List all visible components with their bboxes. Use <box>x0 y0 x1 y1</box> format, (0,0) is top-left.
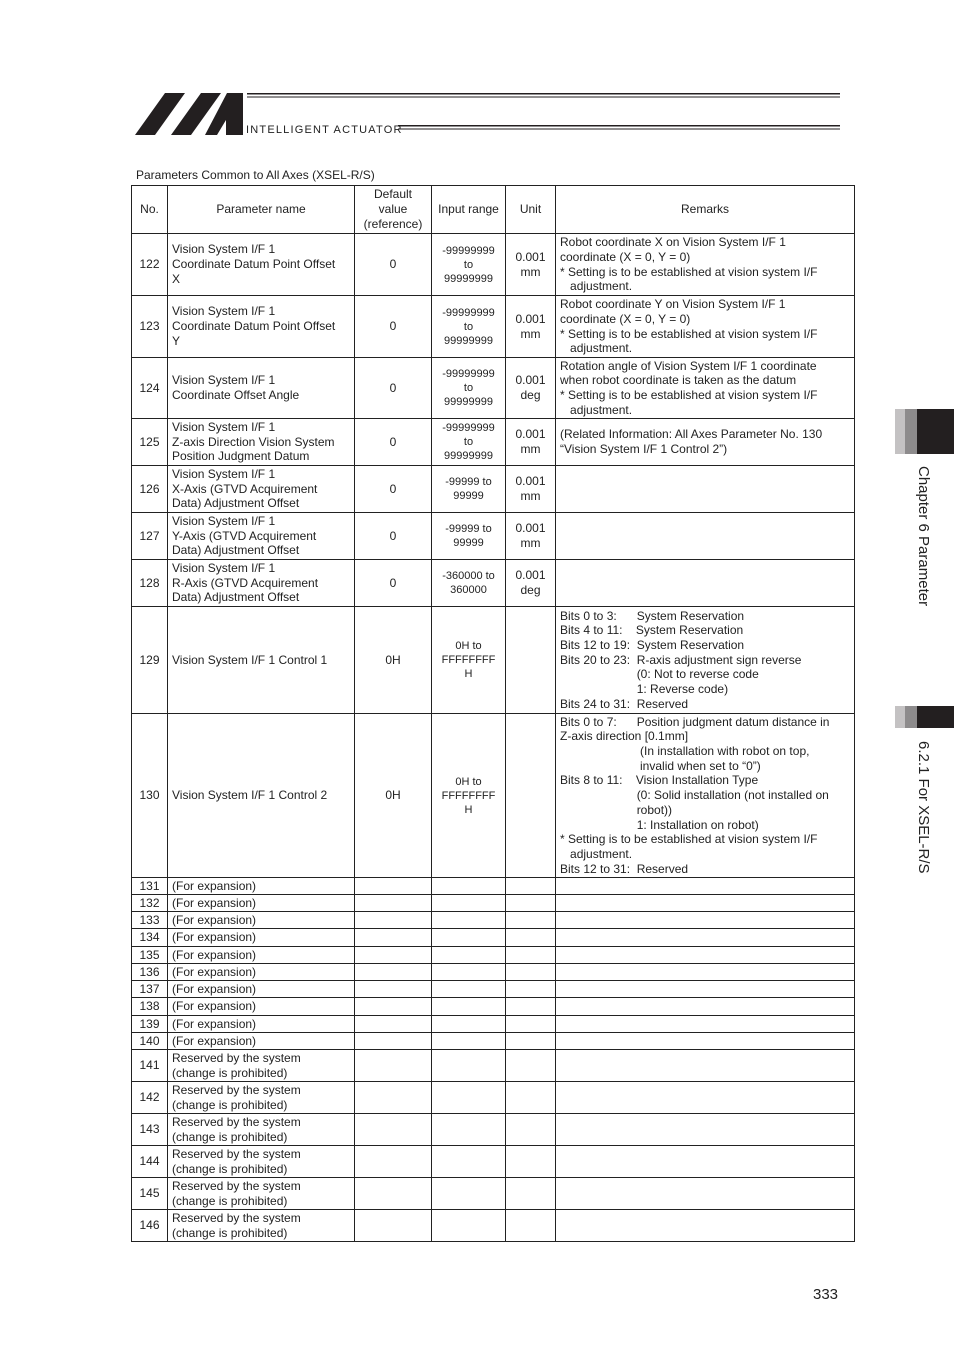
table-row <box>132 981 855 998</box>
table-row <box>132 513 855 560</box>
col-header-no: No. <box>132 186 168 234</box>
cell-unit <box>506 929 556 947</box>
cell-no: 134 <box>132 929 168 947</box>
parameter-table <box>131 185 855 1242</box>
cell-input-range: 0H to FFFFFFFF H <box>432 607 506 714</box>
chapter-tab-dark <box>917 409 954 454</box>
cell-input-range <box>432 895 506 912</box>
chapter-tab-light <box>895 409 905 454</box>
cell-default-value: 0H <box>355 714 432 878</box>
cell-no: 145 <box>132 1178 168 1210</box>
cell-remarks <box>556 929 855 947</box>
cell-input-range: -99999 to 99999 <box>432 466 506 513</box>
section-tab-dark <box>917 706 954 728</box>
table-row <box>132 929 855 947</box>
cell-default-value: 0 <box>355 234 432 296</box>
cell-unit <box>506 1178 556 1210</box>
cell-default-value <box>355 1016 432 1033</box>
cell-unit <box>506 981 556 998</box>
col-header-remarks: Remarks <box>556 186 855 234</box>
cell-default-value <box>355 1033 432 1050</box>
section-tab-light <box>895 706 905 728</box>
cell-no: 137 <box>132 981 168 998</box>
col-header-name: Parameter name <box>168 186 355 234</box>
cell-no: 124 <box>132 358 168 419</box>
cell-remarks <box>556 513 855 560</box>
cell-input-range <box>432 947 506 964</box>
cell-parameter-name: Vision System I/F 1 Coordinate Datum Point Offset Y <box>168 296 355 358</box>
cell-unit: 0.001 deg <box>506 560 556 607</box>
table-row <box>132 234 855 296</box>
cell-parameter-name: Reserved by the system (change is prohibited) <box>168 1082 355 1114</box>
table-row <box>132 296 855 358</box>
cell-default-value: 0H <box>355 607 432 714</box>
cell-parameter-name: (For expansion) <box>168 929 355 947</box>
cell-remarks <box>556 878 855 895</box>
cell-default-value: 0 <box>355 513 432 560</box>
cell-no: 133 <box>132 912 168 929</box>
col-header-range: Input range <box>432 186 506 234</box>
cell-remarks: Bits 0 to 3: System Reservation Bits 4 to 11: System Reservation Bits 12 to 19: System Reservation Bits 20 to 23: R-axis adjustment sign reverse (0: Not to reverse code 1: Reverse code) Bits 24 to 31: Reserved <box>556 607 855 714</box>
col-header-unit: Unit <box>506 186 556 234</box>
cell-default-value: 0 <box>355 358 432 419</box>
cell-parameter-name: Vision System I/F 1 X-Axis (GTVD Acquirement Data) Adjustment Offset <box>168 466 355 513</box>
cell-unit: 0.001 mm <box>506 234 556 296</box>
cell-parameter-name: Vision System I/F 1 Y-Axis (GTVD Acquirement Data) Adjustment Offset <box>168 513 355 560</box>
cell-no: 146 <box>132 1210 168 1242</box>
cell-remarks <box>556 998 855 1016</box>
cell-no: 130 <box>132 714 168 878</box>
cell-parameter-name: (For expansion) <box>168 998 355 1016</box>
table-row <box>132 419 855 466</box>
cell-default-value <box>355 964 432 981</box>
table-row <box>132 358 855 419</box>
cell-default-value <box>355 1050 432 1082</box>
cell-parameter-name: (For expansion) <box>168 947 355 964</box>
cell-unit <box>506 1210 556 1242</box>
cell-default-value <box>355 1178 432 1210</box>
table-row <box>132 1178 855 1210</box>
table-row <box>132 912 855 929</box>
cell-input-range <box>432 1178 506 1210</box>
table-row <box>132 560 855 607</box>
cell-parameter-name: Reserved by the system (change is prohibited) <box>168 1146 355 1178</box>
cell-no: 144 <box>132 1146 168 1178</box>
cell-parameter-name: Vision System I/F 1 Control 2 <box>168 714 355 878</box>
cell-unit <box>506 964 556 981</box>
cell-remarks <box>556 1050 855 1082</box>
cell-input-range <box>432 1082 506 1114</box>
cell-unit: 0.001 deg <box>506 358 556 419</box>
cell-unit <box>506 1016 556 1033</box>
cell-unit <box>506 1082 556 1114</box>
cell-parameter-name: Vision System I/F 1 Coordinate Datum Point Offset X <box>168 234 355 296</box>
cell-unit: 0.001 mm <box>506 296 556 358</box>
table-row <box>132 466 855 513</box>
cell-remarks <box>556 1178 855 1210</box>
cell-unit <box>506 1050 556 1082</box>
cell-remarks <box>556 981 855 998</box>
cell-unit <box>506 998 556 1016</box>
cell-default-value <box>355 1210 432 1242</box>
table-row <box>132 1016 855 1033</box>
cell-no: 128 <box>132 560 168 607</box>
cell-unit <box>506 878 556 895</box>
table-row <box>132 947 855 964</box>
cell-default-value <box>355 912 432 929</box>
cell-no: 132 <box>132 895 168 912</box>
table-row <box>132 1082 855 1114</box>
cell-remarks <box>556 1114 855 1146</box>
cell-input-range: -99999999 to 99999999 <box>432 358 506 419</box>
cell-parameter-name: (For expansion) <box>168 878 355 895</box>
cell-default-value <box>355 1146 432 1178</box>
cell-default-value <box>355 895 432 912</box>
table-row <box>132 714 855 878</box>
col-header-default: Default value (reference) <box>355 186 432 234</box>
cell-default-value <box>355 878 432 895</box>
cell-no: 140 <box>132 1033 168 1050</box>
table-row <box>132 998 855 1016</box>
cell-remarks <box>556 1210 855 1242</box>
cell-input-range <box>432 929 506 947</box>
cell-input-range: -99999 to 99999 <box>432 513 506 560</box>
cell-parameter-name: Reserved by the system (change is prohibited) <box>168 1210 355 1242</box>
cell-default-value <box>355 981 432 998</box>
cell-default-value: 0 <box>355 560 432 607</box>
cell-parameter-name: (For expansion) <box>168 981 355 998</box>
company-logo <box>135 90 840 138</box>
cell-remarks <box>556 466 855 513</box>
cell-unit <box>506 1146 556 1178</box>
table-row <box>132 1210 855 1242</box>
cell-unit <box>506 714 556 878</box>
cell-no: 143 <box>132 1114 168 1146</box>
cell-input-range: -99999999 to 99999999 <box>432 234 506 296</box>
section-tab-grey <box>905 706 917 728</box>
cell-remarks <box>556 560 855 607</box>
cell-remarks: Robot coordinate Y on Vision System I/F 1 coordinate (X = 0, Y = 0) * Setting is to be established at vision system I/F adjustment. <box>556 296 855 358</box>
cell-default-value <box>355 1114 432 1146</box>
cell-parameter-name: Vision System I/F 1 Z-axis Direction Vision System Position Judgment Datum <box>168 419 355 466</box>
cell-input-range: -99999999 to 99999999 <box>432 419 506 466</box>
cell-input-range <box>432 1016 506 1033</box>
cell-default-value <box>355 1082 432 1114</box>
table-row <box>132 964 855 981</box>
table-row <box>132 1114 855 1146</box>
cell-unit <box>506 1033 556 1050</box>
cell-input-range <box>432 1210 506 1242</box>
table-row <box>132 878 855 895</box>
cell-no: 142 <box>132 1082 168 1114</box>
cell-parameter-name: Reserved by the system (change is prohibited) <box>168 1178 355 1210</box>
cell-parameter-name: Vision System I/F 1 Control 1 <box>168 607 355 714</box>
cell-remarks <box>556 912 855 929</box>
cell-input-range: -99999999 to 99999999 <box>432 296 506 358</box>
cell-no: 127 <box>132 513 168 560</box>
cell-no: 139 <box>132 1016 168 1033</box>
cell-input-range <box>432 912 506 929</box>
cell-remarks <box>556 947 855 964</box>
cell-input-range <box>432 981 506 998</box>
chapter-tab-grey <box>905 409 917 454</box>
cell-remarks <box>556 895 855 912</box>
cell-default-value <box>355 947 432 964</box>
cell-no: 138 <box>132 998 168 1016</box>
table-caption: Parameters Common to All Axes (XSEL-R/S) <box>136 168 375 182</box>
cell-no: 129 <box>132 607 168 714</box>
cell-parameter-name: Reserved by the system (change is prohibited) <box>168 1114 355 1146</box>
cell-unit <box>506 607 556 714</box>
cell-remarks <box>556 1146 855 1178</box>
table-row <box>132 1033 855 1050</box>
table-row <box>132 1050 855 1082</box>
cell-no: 123 <box>132 296 168 358</box>
cell-default-value <box>355 929 432 947</box>
cell-input-range: 0H to FFFFFFFF H <box>432 714 506 878</box>
cell-default-value: 0 <box>355 419 432 466</box>
table-body <box>132 234 855 1242</box>
cell-input-range: -360000 to 360000 <box>432 560 506 607</box>
cell-unit: 0.001 mm <box>506 466 556 513</box>
section-label: 6.2.1 For XSEL-R/S <box>915 741 932 874</box>
cell-unit <box>506 1114 556 1146</box>
cell-default-value: 0 <box>355 296 432 358</box>
cell-remarks <box>556 1082 855 1114</box>
cell-input-range <box>432 998 506 1016</box>
cell-remarks <box>556 1033 855 1050</box>
cell-remarks: (Related Information: All Axes Parameter No. 130 “Vision System I/F 1 Control 2”) <box>556 419 855 466</box>
table-row <box>132 607 855 714</box>
cell-parameter-name: Vision System I/F 1 R-Axis (GTVD Acquirement Data) Adjustment Offset <box>168 560 355 607</box>
cell-default-value: 0 <box>355 466 432 513</box>
table-row <box>132 895 855 912</box>
cell-no: 141 <box>132 1050 168 1082</box>
cell-input-range <box>432 964 506 981</box>
cell-parameter-name: (For expansion) <box>168 1033 355 1050</box>
cell-unit <box>506 947 556 964</box>
cell-parameter-name: (For expansion) <box>168 1016 355 1033</box>
cell-input-range <box>432 1050 506 1082</box>
cell-unit: 0.001 mm <box>506 419 556 466</box>
cell-no: 136 <box>132 964 168 981</box>
cell-default-value <box>355 998 432 1016</box>
cell-unit <box>506 912 556 929</box>
cell-parameter-name: Vision System I/F 1 Coordinate Offset Angle <box>168 358 355 419</box>
cell-remarks: Bits 0 to 7: Position judgment datum distance in Z-axis direction [0.1mm] (In installation with robot on top, invalid when set to “0”) Bits 8 to 11: Vision Installation Type (0: Solid installation (not installed on robot)) 1: Installation on robot) * Setting is to be established at vision system I/F adjustment. Bits 12 to 31: Reserved <box>556 714 855 878</box>
brand-name: INTELLIGENT ACTUATOR <box>246 124 403 136</box>
cell-parameter-name: Reserved by the system (change is prohibited) <box>168 1050 355 1082</box>
cell-input-range <box>432 878 506 895</box>
cell-no: 131 <box>132 878 168 895</box>
cell-input-range <box>432 1146 506 1178</box>
cell-no: 122 <box>132 234 168 296</box>
table-row <box>132 1146 855 1178</box>
cell-input-range <box>432 1114 506 1146</box>
cell-unit: 0.001 mm <box>506 513 556 560</box>
table-header-row <box>132 186 855 234</box>
cell-remarks: Robot coordinate X on Vision System I/F 1 coordinate (X = 0, Y = 0) * Setting is to be established at vision system I/F adjustment. <box>556 234 855 296</box>
cell-remarks: Rotation angle of Vision System I/F 1 coordinate when robot coordinate is taken as the datum * Setting is to be established at vision system I/F adjustment. <box>556 358 855 419</box>
chapter-label: Chapter 6 Parameter <box>915 466 932 607</box>
cell-no: 125 <box>132 419 168 466</box>
cell-parameter-name: (For expansion) <box>168 895 355 912</box>
cell-no: 126 <box>132 466 168 513</box>
cell-remarks <box>556 964 855 981</box>
cell-unit <box>506 895 556 912</box>
cell-parameter-name: (For expansion) <box>168 964 355 981</box>
page-number: 333 <box>813 1286 839 1303</box>
cell-remarks <box>556 1016 855 1033</box>
cell-no: 135 <box>132 947 168 964</box>
cell-input-range <box>432 1033 506 1050</box>
cell-parameter-name: (For expansion) <box>168 912 355 929</box>
